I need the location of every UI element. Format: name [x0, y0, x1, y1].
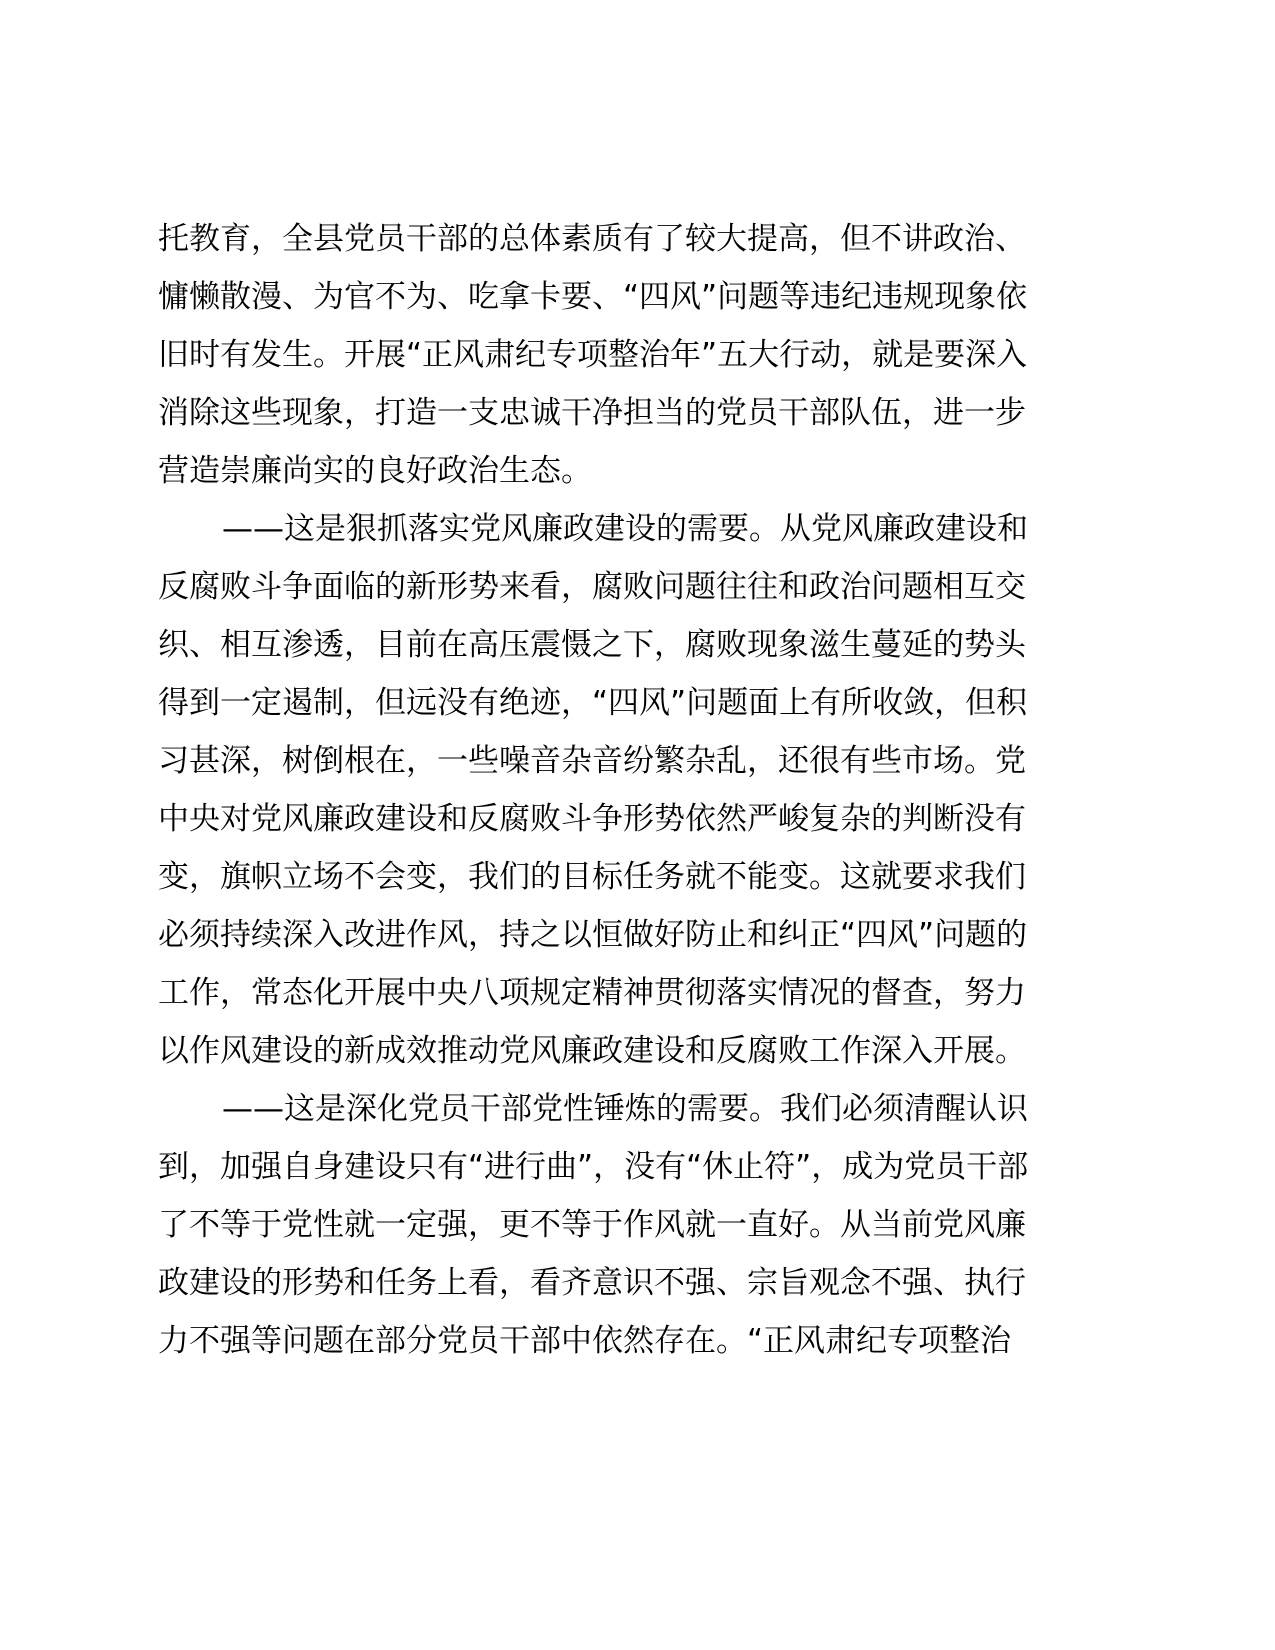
text-line: 中央对党风廉政建设和反腐败斗争形势依然严峻复杂的判断没有: [158, 801, 1026, 837]
text-line: 以作风建设的新成效推动党风廉政建设和反腐败工作深入开展。: [158, 1033, 1026, 1069]
body-text: [158, 210, 1058, 1370]
text-line: 旧时有发生。开展“正风肃纪专项整治年”五大行动，就是要深入: [158, 337, 1028, 373]
paragraph-first-line: ——这是狠抓落实党风廉政建设的需要。从党风廉政建设和: [222, 511, 1028, 547]
text-line: 营造崇廉尚实的良好政治生态。: [158, 453, 592, 489]
text-line: 变，旗帜立场不会变，我们的目标任务就不能变。这就要求我们: [158, 859, 1026, 895]
text-line: 习甚深，树倒根在，一些噪音杂音纷繁杂乱，还很有些市场。党: [158, 743, 1026, 779]
text-line: 托教育，全县党员干部的总体素质有了较大提高，但不讲政治、: [158, 221, 1026, 257]
text-line: 得到一定遏制，但远没有绝迹，“四风”问题面上有所收敛，但积: [158, 685, 1028, 721]
text-line: 反腐败斗争面临的新形势来看，腐败问题往往和政治问题相互交: [158, 569, 1026, 605]
text-line: 到，加强自身建设只有“进行曲”，没有“休止符”，成为党员干部: [158, 1149, 1029, 1185]
text-line: 织、相互渗透，目前在高压震慑之下，腐败现象滋生蔓延的势头: [158, 627, 1026, 663]
text-line: 必须持续深入改进作风，持之以恒做好防止和纠正“四风”问题的: [158, 917, 1028, 953]
text-line: 工作，常态化开展中央八项规定精神贯彻落实情况的督查，努力: [158, 975, 1026, 1011]
text-line: 慵懒散漫、为官不为、吃拿卡要、“四风”问题等违纪违规现象依: [158, 279, 1028, 315]
text-line: 了不等于党性就一定强，更不等于作风就一直好。从当前党风廉: [158, 1207, 1026, 1243]
text-line: 力不强等问题在部分党员干部中依然存在。“正风肃纪专项整治: [158, 1323, 1012, 1359]
text-line: 消除这些现象，打造一支忠诚干净担当的党员干部队伍，进一步: [158, 395, 1026, 431]
paragraph-first-line: ——这是深化党员干部党性锤炼的需要。我们必须清醒认识: [222, 1091, 1028, 1127]
text-line: 政建设的形势和任务上看，看齐意识不强、宗旨观念不强、执行: [158, 1265, 1026, 1301]
